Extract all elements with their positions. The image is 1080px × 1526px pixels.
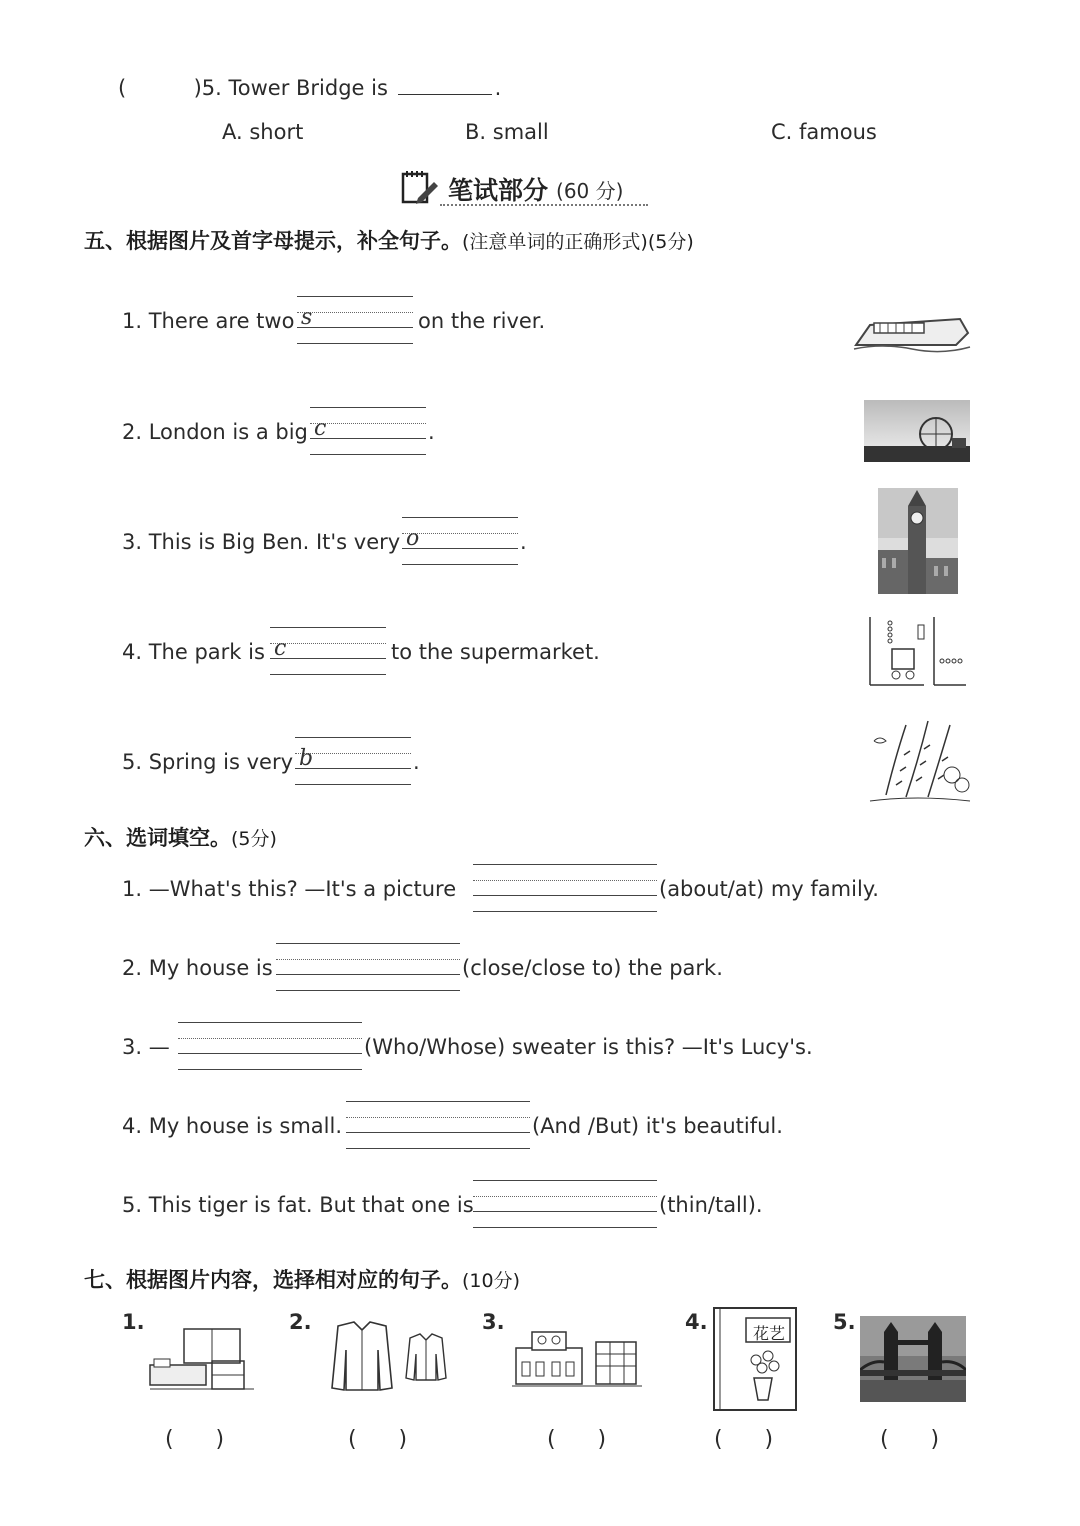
s7-number-2: 2. bbox=[289, 1310, 312, 1334]
s5-item-3-blank[interactable] bbox=[402, 517, 518, 565]
pencil-note-icon bbox=[400, 168, 440, 210]
section6-heading: 六、选词填空。 bbox=[84, 826, 231, 850]
s5-item-4-after: to the supermarket. bbox=[391, 640, 600, 664]
bedroom-picture bbox=[146, 1325, 258, 1399]
book-label: 花艺 bbox=[753, 1324, 786, 1343]
s5-item-5-before: 5. Spring is very bbox=[122, 750, 294, 774]
s5-item-2-hint: c bbox=[314, 416, 327, 441]
s7-answer-paren-4[interactable]: ( ) bbox=[714, 1427, 774, 1452]
s5-item-3-before: 3. This is Big Ben. It's very bbox=[122, 530, 401, 554]
written-points: (60 分) bbox=[556, 178, 624, 203]
section7-points: (10分) bbox=[462, 1270, 521, 1292]
s5-item-2-blank[interactable] bbox=[310, 407, 426, 455]
s6-item-5-blank[interactable] bbox=[473, 1180, 657, 1228]
option-a: A. short bbox=[222, 120, 304, 144]
option-b: B. small bbox=[465, 120, 549, 144]
s6-item-3-after: (Who/Whose) sweater is this? —It's Lucy's. bbox=[364, 1035, 813, 1059]
s5-item-5-blank[interactable] bbox=[295, 737, 411, 785]
s5-item-4-before: 4. The park is bbox=[122, 640, 265, 664]
boat-picture bbox=[852, 305, 972, 359]
s6-item-4-blank[interactable] bbox=[346, 1101, 530, 1149]
s5-item-4-hint: c bbox=[274, 636, 287, 661]
header-dotted-underline bbox=[440, 204, 648, 206]
s7-answer-paren-5[interactable]: ( ) bbox=[880, 1427, 940, 1452]
s6-item-4-after: (And /But) it's beautiful. bbox=[532, 1114, 783, 1138]
park-supermarket-picture bbox=[866, 615, 968, 691]
s6-item-2-blank[interactable] bbox=[276, 943, 460, 991]
s5-item-1-before: 1. There are two bbox=[122, 309, 295, 333]
question-text: 5. Tower Bridge is bbox=[201, 76, 388, 100]
answer-paren-open: ( bbox=[118, 76, 127, 100]
s5-item-2-after: . bbox=[428, 420, 435, 444]
big-ben-picture bbox=[878, 488, 958, 598]
section7-title bbox=[84, 1264, 520, 1294]
s7-answer-paren-2[interactable]: ( ) bbox=[348, 1427, 408, 1452]
section5-title bbox=[84, 225, 694, 255]
written-title: 笔试部分 bbox=[448, 176, 549, 205]
s7-number-3: 3. bbox=[482, 1310, 505, 1334]
s5-item-1-after: on the river. bbox=[418, 309, 546, 333]
s5-item-2-before: 2. London is a big bbox=[122, 420, 308, 444]
question-end: . bbox=[494, 76, 502, 100]
spring-willow-picture bbox=[866, 715, 972, 811]
s5-item-1-blank[interactable] bbox=[297, 296, 413, 344]
s5-item-5-hint: b bbox=[299, 746, 314, 771]
buildings-picture bbox=[512, 1328, 642, 1392]
s7-number-4: 4. bbox=[685, 1310, 708, 1334]
s6-item-3-blank[interactable] bbox=[178, 1022, 362, 1070]
top-question bbox=[118, 74, 501, 100]
section7-heading: 七、根据图片内容，选择相对应的句子。 bbox=[84, 1268, 462, 1292]
s6-item-4-before: 4. My house is small. bbox=[122, 1114, 342, 1138]
s6-item-1-blank[interactable] bbox=[473, 864, 657, 912]
s5-item-3-hint: o bbox=[406, 526, 420, 551]
s5-item-3-after: . bbox=[520, 530, 527, 554]
s7-answer-paren-1[interactable]: ( ) bbox=[165, 1427, 225, 1452]
s7-number-1: 1. bbox=[122, 1310, 145, 1334]
section6-title bbox=[84, 822, 277, 852]
s6-item-2-before: 2. My house is bbox=[122, 956, 273, 980]
s7-number-5: 5. bbox=[833, 1310, 856, 1334]
s6-item-5-before: 5. This tiger is fat. But that one is bbox=[122, 1193, 474, 1217]
s6-item-1-after: (about/at) my family. bbox=[659, 877, 879, 901]
s6-item-1-before: 1. —What's this? —It's a picture bbox=[122, 877, 457, 901]
section5-heading: 五、根据图片及首字母提示，补全句子。 bbox=[84, 229, 462, 253]
option-c: C. famous bbox=[771, 120, 877, 144]
s6-item-5-after: (thin/tall). bbox=[659, 1193, 763, 1217]
tower-bridge-picture bbox=[860, 1316, 966, 1406]
flower-book-picture bbox=[712, 1306, 798, 1412]
answer-paren-close: ) bbox=[193, 76, 202, 100]
s5-item-4-blank[interactable] bbox=[270, 627, 386, 675]
section6-points: (5分) bbox=[231, 828, 277, 850]
s5-item-1-hint: s bbox=[301, 305, 313, 330]
sweater-picture bbox=[318, 1320, 448, 1398]
s5-item-5-after: . bbox=[413, 750, 420, 774]
answer-blank[interactable] bbox=[398, 74, 492, 95]
s6-item-3-before: 3. — bbox=[122, 1035, 170, 1059]
section5-note: (注意单词的正确形式)(5分) bbox=[462, 231, 694, 253]
london-eye-picture bbox=[864, 400, 970, 466]
s6-item-2-after: (close/close to) the park. bbox=[462, 956, 723, 980]
s7-answer-paren-3[interactable]: ( ) bbox=[547, 1427, 607, 1452]
